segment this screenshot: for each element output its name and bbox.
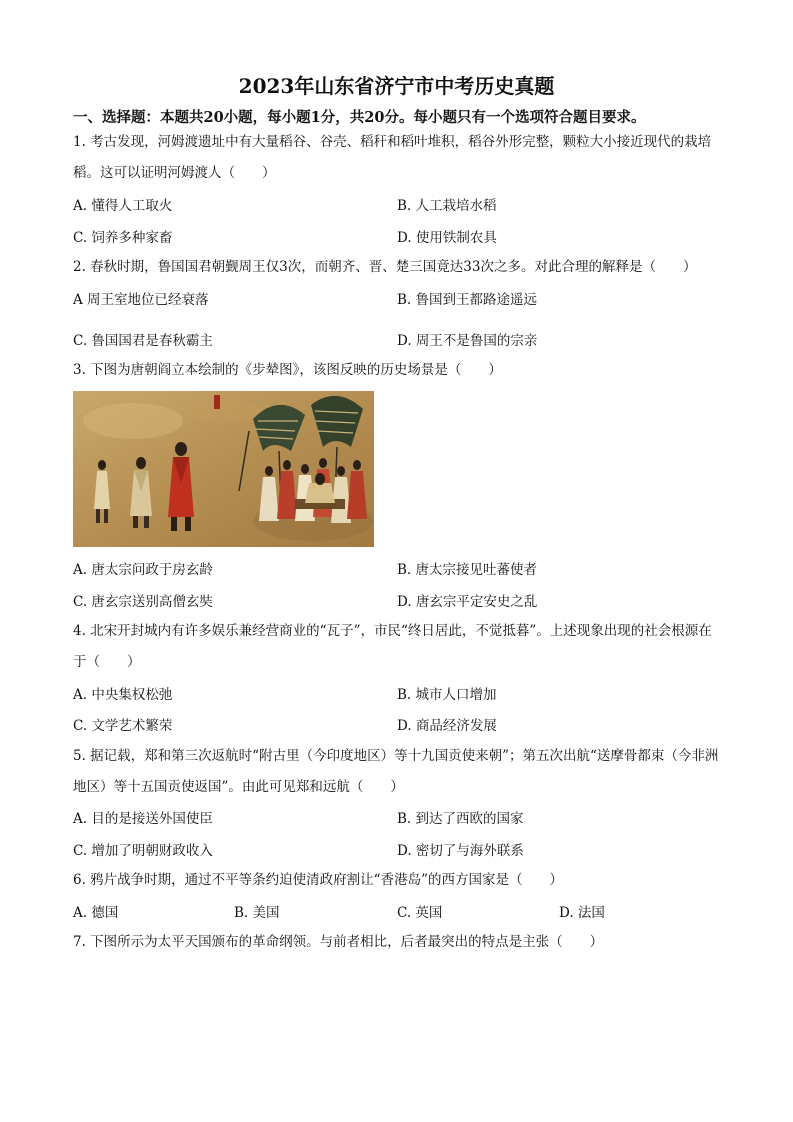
q4-option-d: D. 商品经济发展: [397, 718, 497, 734]
q2-option-b: B. 鲁国到王都路途遥远: [397, 292, 538, 308]
painting-image: [73, 391, 374, 547]
q5-option-c: C. 增加了明朝财政收入: [73, 843, 213, 859]
q1-option-d: D. 使用铁制农具: [397, 230, 497, 246]
question-5-stem: 5. 据记载，郑和第三次返航时“附古里（今印度地区）等十九国贡使来朝”；第五次出航“送摩骨都束（今非洲地区）等十五国贡使返国”。由此可见郑和远航（ ）: [73, 748, 719, 795]
q5-option-b: B. 到达了西欧的国家: [397, 811, 524, 827]
q3-option-c: C. 唐玄宗送别高僧玄奘: [73, 594, 213, 610]
q4-option-b: B. 城市人口增加: [397, 687, 497, 703]
q5-option-d: D. 密切了与海外联系: [397, 843, 524, 859]
q5-option-a: A. 目的是接送外国使臣: [73, 811, 213, 827]
q3-option-b: B. 唐太宗接见吐蕃使者: [397, 562, 538, 578]
q1-option-b: B. 人工栽培水稻: [397, 198, 497, 214]
question-2-stem: 2. 春秋时期，鲁国国君朝觐周王仅3次，而朝齐、晋、楚三国竟达33次之多。对此合理的解释是（ ）: [73, 259, 697, 275]
q2-option-c: C. 鲁国国君是春秋霸主: [73, 333, 213, 349]
q2-option-d: D. 周王不是鲁国的宗亲: [397, 333, 538, 349]
page-title: 2023年山东省济宁市中考历史真题: [238, 74, 555, 98]
q6-option-b: B. 美国: [234, 905, 280, 921]
q6-option-d: D. 法国: [559, 905, 605, 921]
question-7-stem: 7. 下图所示为太平天国颁布的革命纲领。与前者相比，后者最突出的特点是主张（ ）: [73, 934, 604, 950]
question-4-stem: 4. 北宋开封城内有许多娱乐兼经营商业的“瓦子”，市民“终日居此，不觉抵暮”。上述现象出现的社会根源在于（ ）: [73, 623, 712, 670]
q1-option-c: C. 饲养多种家畜: [73, 230, 173, 246]
q3-option-a: A. 唐太宗问政于房玄龄: [73, 562, 213, 578]
question-1-stem: 1. 考古发现，河姆渡遗址中有大量稻谷、谷壳、稻秆和稻叶堆积，稻谷外形完整，颗粒大小接近现代的栽培稻。这可以证明河姆渡人（ ）: [73, 134, 712, 181]
q2-option-a: A 周王室地位已经衰落: [73, 292, 209, 308]
q1-option-a: A. 懂得人工取火: [73, 198, 173, 214]
q3-option-d: D. 唐玄宗平定安史之乱: [397, 594, 538, 610]
q6-option-a: A. 德国: [73, 905, 119, 921]
q4-option-c: C. 文学艺术繁荣: [73, 718, 173, 734]
question-3-stem: 3. 下图为唐朝阎立本绘制的《步辇图》，该图反映的历史场景是（ ）: [73, 362, 502, 378]
section-heading: 一、选择题：本题共20小题，每小题1分，共20分。每小题只有一个选项符合题目要求。: [73, 109, 646, 126]
q4-option-a: A. 中央集权松弛: [73, 687, 173, 703]
q6-option-c: C. 英国: [397, 905, 443, 921]
question-6-stem: 6. 鸦片战争时期，通过不平等条约迫使清政府割让“香港岛”的西方国家是（ ）: [73, 872, 563, 888]
